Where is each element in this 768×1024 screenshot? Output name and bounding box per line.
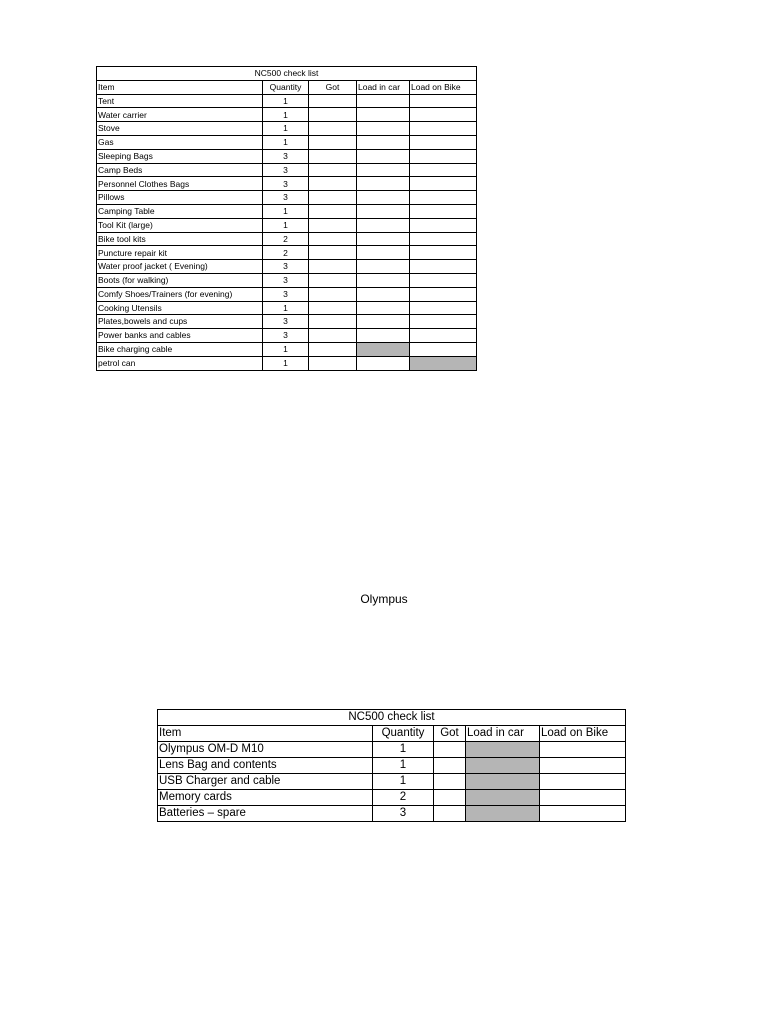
cell-got (309, 108, 357, 122)
cell-quantity: 2 (373, 790, 434, 806)
cell-load-on-bike (410, 108, 477, 122)
cell-item: Comfy Shoes/Trainers (for evening) (97, 287, 263, 301)
cell-got (309, 356, 357, 370)
section-label-olympus: Olympus (360, 592, 408, 606)
cell-load-on-bike (410, 301, 477, 315)
cell-quantity: 1 (263, 94, 309, 108)
header-load-on-bike: Load on Bike (540, 726, 626, 742)
cell-load-on-bike (410, 315, 477, 329)
cell-quantity: 1 (373, 758, 434, 774)
cell-quantity: 2 (263, 232, 309, 246)
header-load-in-car: Load in car (466, 726, 540, 742)
cell-item: Personnel Clothes Bags (97, 177, 263, 191)
table-row (97, 287, 477, 301)
cell-load-on-bike (540, 806, 626, 822)
checklist-table-olympus (157, 709, 626, 822)
cell-load-in-car-shaded (466, 742, 540, 758)
cell-item: Puncture repair kit (97, 246, 263, 260)
header-load-on-bike: Load on Bike (410, 80, 477, 94)
cell-load-in-car (357, 94, 410, 108)
cell-load-in-car (357, 301, 410, 315)
cell-got (309, 301, 357, 315)
cell-item: Plates,bowels and cups (97, 315, 263, 329)
cell-load-in-car (357, 149, 410, 163)
cell-item: Tool Kit (large) (97, 218, 263, 232)
cell-load-on-bike (410, 342, 477, 356)
cell-quantity: 1 (373, 742, 434, 758)
cell-load-on-bike (410, 232, 477, 246)
cell-got (309, 94, 357, 108)
header-got: Got (434, 726, 466, 742)
cell-load-in-car (357, 177, 410, 191)
cell-quantity: 2 (263, 246, 309, 260)
cell-item: Stove (97, 122, 263, 136)
cell-got (309, 329, 357, 343)
cell-item: Water carrier (97, 108, 263, 122)
table-title: NC500 check list (158, 710, 626, 726)
table-row (158, 774, 626, 790)
table-row (97, 232, 477, 246)
cell-load-on-bike (410, 163, 477, 177)
cell-item: Sleeping Bags (97, 149, 263, 163)
cell-load-in-car (357, 356, 410, 370)
cell-got (309, 273, 357, 287)
cell-load-on-bike (410, 204, 477, 218)
cell-load-on-bike (410, 122, 477, 136)
cell-got (309, 246, 357, 260)
cell-load-in-car-shaded (466, 758, 540, 774)
cell-quantity: 3 (263, 149, 309, 163)
table-row (97, 342, 477, 356)
header-item: Item (97, 80, 263, 94)
cell-got (309, 177, 357, 191)
cell-load-on-bike (410, 246, 477, 260)
table-row (97, 301, 477, 315)
cell-got (434, 742, 466, 758)
table-title: NC500 check list (97, 67, 477, 81)
cell-quantity: 1 (263, 108, 309, 122)
table-row (97, 122, 477, 136)
table-row (97, 260, 477, 274)
cell-load-on-bike (540, 742, 626, 758)
table-row (97, 273, 477, 287)
table-row (158, 806, 626, 822)
cell-quantity: 3 (263, 260, 309, 274)
table-row (97, 204, 477, 218)
table-title-row (97, 67, 477, 81)
cell-quantity: 1 (263, 342, 309, 356)
table-row (158, 758, 626, 774)
cell-quantity: 1 (263, 356, 309, 370)
cell-quantity: 1 (263, 204, 309, 218)
cell-load-on-bike (540, 774, 626, 790)
cell-load-on-bike (410, 287, 477, 301)
table-row (158, 742, 626, 758)
header-quantity: Quantity (263, 80, 309, 94)
cell-quantity: 3 (373, 806, 434, 822)
header-got: Got (309, 80, 357, 94)
cell-got (309, 315, 357, 329)
cell-load-in-car-shaded (357, 342, 410, 356)
header-item: Item (158, 726, 373, 742)
table-row (97, 191, 477, 205)
cell-item: Cooking Utensils (97, 301, 263, 315)
cell-quantity: 3 (263, 273, 309, 287)
cell-load-on-bike (410, 149, 477, 163)
cell-item: Bike charging cable (97, 342, 263, 356)
cell-load-in-car (357, 315, 410, 329)
cell-item: Memory cards (158, 790, 373, 806)
cell-got (309, 218, 357, 232)
cell-load-in-car-shaded (466, 806, 540, 822)
cell-load-in-car (357, 287, 410, 301)
cell-load-on-bike-shaded (410, 356, 477, 370)
cell-quantity: 3 (263, 315, 309, 329)
cell-got (434, 758, 466, 774)
cell-item: Pillows (97, 191, 263, 205)
cell-got (309, 149, 357, 163)
cell-load-in-car (357, 218, 410, 232)
cell-got (434, 790, 466, 806)
cell-load-on-bike (540, 758, 626, 774)
cell-item: Water proof jacket ( Evening) (97, 260, 263, 274)
table-header-row (97, 80, 477, 94)
cell-quantity: 3 (263, 329, 309, 343)
cell-load-on-bike (540, 790, 626, 806)
cell-item: Power banks and cables (97, 329, 263, 343)
cell-quantity: 3 (263, 191, 309, 205)
cell-load-in-car (357, 246, 410, 260)
table-row (97, 108, 477, 122)
cell-item: Bike tool kits (97, 232, 263, 246)
table-row (97, 163, 477, 177)
cell-item: Olympus OM-D M10 (158, 742, 373, 758)
cell-load-in-car (357, 204, 410, 218)
cell-load-on-bike (410, 273, 477, 287)
cell-got (309, 191, 357, 205)
cell-got (309, 135, 357, 149)
cell-load-in-car-shaded (466, 790, 540, 806)
table-row (97, 135, 477, 149)
cell-load-on-bike (410, 218, 477, 232)
table-row (97, 356, 477, 370)
cell-item: Batteries – spare (158, 806, 373, 822)
table-row (97, 177, 477, 191)
cell-load-on-bike (410, 94, 477, 108)
cell-quantity: 1 (263, 301, 309, 315)
cell-load-in-car (357, 273, 410, 287)
cell-item: Gas (97, 135, 263, 149)
table-row (97, 315, 477, 329)
cell-load-on-bike (410, 135, 477, 149)
cell-item: petrol can (97, 356, 263, 370)
table-row (97, 329, 477, 343)
cell-quantity: 3 (263, 287, 309, 301)
table-row (158, 790, 626, 806)
table-title-row (158, 710, 626, 726)
header-quantity: Quantity (373, 726, 434, 742)
cell-item: Lens Bag and contents (158, 758, 373, 774)
cell-load-in-car (357, 191, 410, 205)
cell-load-in-car (357, 163, 410, 177)
cell-load-in-car (357, 122, 410, 136)
table-row (97, 218, 477, 232)
cell-load-on-bike (410, 260, 477, 274)
cell-load-on-bike (410, 177, 477, 191)
cell-quantity: 1 (263, 122, 309, 136)
cell-got (309, 260, 357, 274)
table-header-row (158, 726, 626, 742)
cell-load-in-car (357, 108, 410, 122)
cell-load-in-car (357, 232, 410, 246)
cell-load-in-car (357, 135, 410, 149)
table-row (97, 94, 477, 108)
cell-got (309, 122, 357, 136)
cell-got (309, 342, 357, 356)
cell-load-in-car-shaded (466, 774, 540, 790)
cell-quantity: 3 (263, 177, 309, 191)
cell-got (309, 163, 357, 177)
cell-load-in-car (357, 260, 410, 274)
cell-quantity: 1 (373, 774, 434, 790)
cell-item: Tent (97, 94, 263, 108)
cell-got (309, 232, 357, 246)
cell-load-on-bike (410, 191, 477, 205)
cell-got (434, 806, 466, 822)
cell-got (309, 204, 357, 218)
cell-got (434, 774, 466, 790)
table-row (97, 149, 477, 163)
cell-item: Camp Beds (97, 163, 263, 177)
cell-quantity: 1 (263, 218, 309, 232)
checklist-table-camping (96, 66, 477, 371)
cell-load-in-car (357, 329, 410, 343)
cell-quantity: 3 (263, 163, 309, 177)
cell-got (309, 287, 357, 301)
cell-load-on-bike (410, 329, 477, 343)
cell-quantity: 1 (263, 135, 309, 149)
cell-item: Camping Table (97, 204, 263, 218)
table-row (97, 246, 477, 260)
cell-item: Boots (for walking) (97, 273, 263, 287)
header-load-in-car: Load in car (357, 80, 410, 94)
cell-item: USB Charger and cable (158, 774, 373, 790)
